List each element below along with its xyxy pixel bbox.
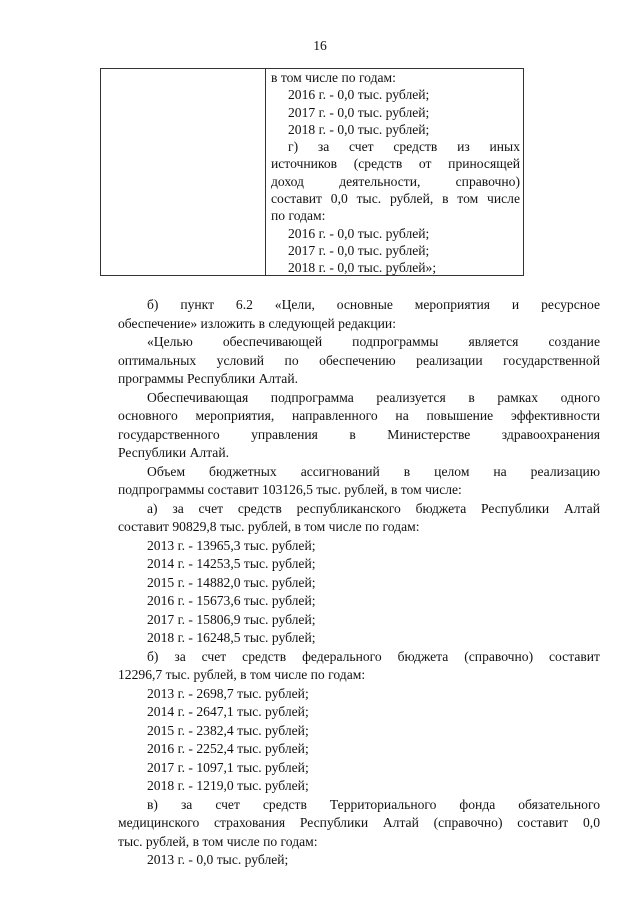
table-line: 2018 г. - 0,0 тыс. рублей; [288, 121, 430, 137]
paragraph-line: в) за счет средств Территориального фонда обязательного [147, 796, 600, 812]
paragraph-line: 2014 г. - 2647,1 тыс. рублей; [147, 704, 309, 719]
paragraph-line: 2018 г. - 1219,0 тыс. рублей; [147, 778, 309, 793]
document-table [100, 68, 524, 276]
paragraph-line: «Целью обеспечивающей подпрограммы является создание [147, 334, 600, 349]
paragraph-line: подпрограммы составит 103126,5 тыс. рублей, в том числе: [118, 482, 462, 497]
paragraph-line: составит 90829,8 тыс. рублей, в том числе по годам: [118, 519, 420, 534]
table-line: г) за счет средств из иных [288, 139, 520, 155]
table-line: в том числе по годам: [271, 70, 396, 85]
table-line: 2017 г. - 0,0 тыс. рублей; [288, 104, 430, 120]
paragraph-line: медицинского страхования Республики Алтай (справочно) составит 0,0 [118, 815, 600, 830]
table-left-cell [101, 69, 266, 275]
paragraph-line: Республики Алтай. [118, 445, 230, 460]
paragraph-line: 2015 г. - 14882,0 тыс. рублей; [147, 574, 316, 590]
paragraph-line: 2014 г. - 14253,5 тыс. рублей; [147, 556, 316, 571]
table-line: доход деятельности, справочно) [271, 173, 520, 189]
paragraph-line: 2013 г. - 0,0 тыс. рублей; [147, 852, 289, 867]
paragraph-line: 2015 г. - 2382,4 тыс. рублей; [147, 722, 309, 738]
paragraph-line: 2016 г. - 2252,4 тыс. рублей; [147, 741, 309, 756]
paragraph-line: 2013 г. - 13965,3 тыс. рублей; [147, 537, 316, 553]
table-line: 2017 г. - 0,0 тыс. рублей; [288, 242, 430, 258]
paragraph-line: 12296,7 тыс. рублей, в том числе по годам: [118, 667, 366, 682]
table-line: 2016 г. - 0,0 тыс. рублей; [288, 225, 430, 241]
paragraph-line: тыс. рублей, в том числе по годам: [118, 833, 318, 849]
table-line: по годам: [271, 208, 326, 224]
paragraph-line: б) за счет средств федерального бюджета (справочно) составит [147, 648, 600, 664]
paragraph-line: 2017 г. - 15806,9 тыс. рублей; [147, 611, 316, 627]
paragraph-line: Объем бюджетных ассигнований в целом на реализацию [147, 463, 600, 479]
paragraph-line: б) пункт 6.2 «Цели, основные мероприятия и ресурсное [147, 297, 600, 312]
paragraph-line: государственного управления в Министерстве здравоохранения [118, 426, 600, 442]
table-line: составит 0,0 тыс. рублей, в том числе [271, 191, 520, 207]
paragraph-line: а) за счет средств республиканского бюджета Республики Алтай [147, 500, 600, 516]
table-right-cell [271, 69, 520, 277]
paragraph-line: программы Республики Алтай. [118, 371, 299, 386]
body-text [118, 296, 600, 870]
paragraph-line: основного мероприятия, направленного на повышение эффективности [118, 408, 600, 423]
paragraph-line: 2017 г. - 1097,1 тыс. рублей; [147, 759, 309, 775]
paragraph-line: обеспечение» изложить в следующей редакции: [118, 315, 396, 331]
table-line: 2018 г. - 0,0 тыс. рублей»; [288, 260, 437, 276]
table-line: 2016 г. - 0,0 тыс. рублей; [288, 87, 430, 103]
page-number: 16 [313, 38, 327, 53]
paragraph-line: Обеспечивающая подпрограмма реализуется в рамках одного [147, 389, 600, 405]
paragraph-line: 2018 г. - 16248,5 тыс. рублей; [147, 630, 316, 645]
paragraph-line: оптимальных условий по обеспечению реализации государственной [118, 352, 600, 368]
paragraph-line: 2013 г. - 2698,7 тыс. рублей; [147, 685, 309, 701]
paragraph-line: 2016 г. - 15673,6 тыс. рублей; [147, 593, 316, 608]
table-line: источников (средств от приносящей [271, 156, 520, 172]
